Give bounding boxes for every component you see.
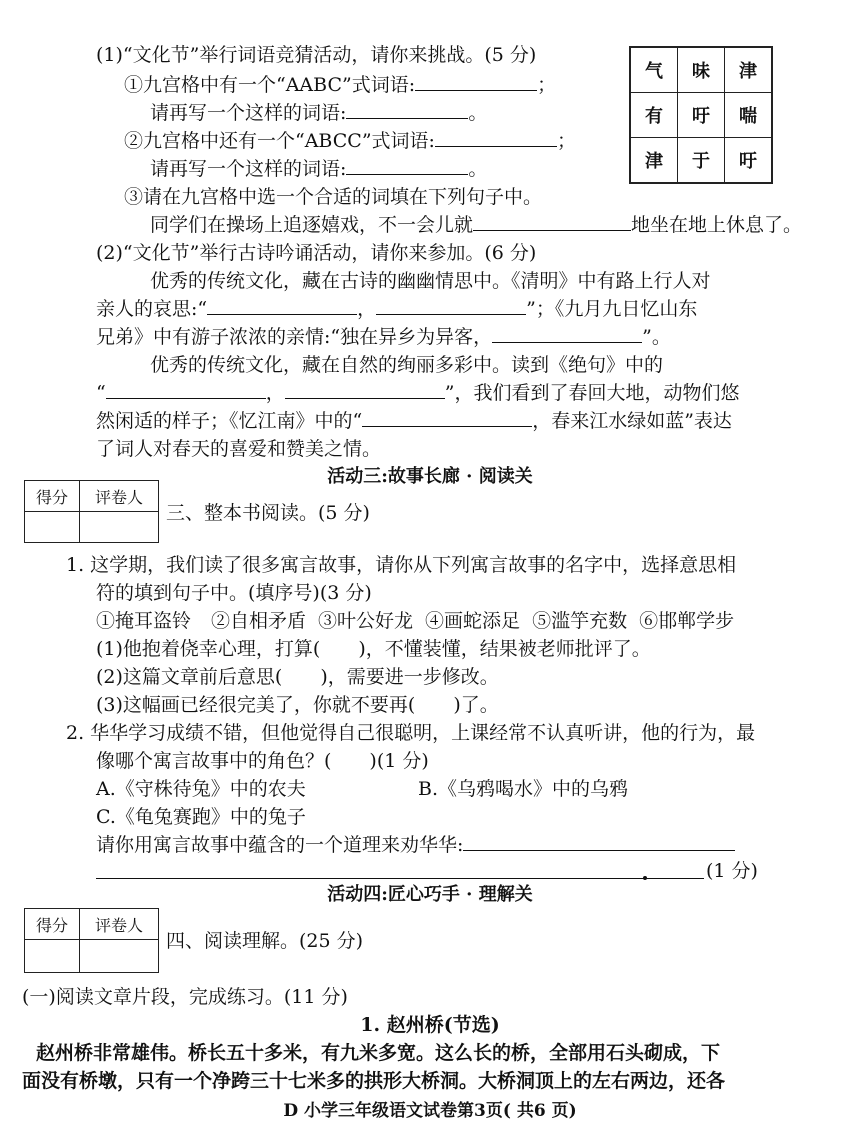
q1-a2-blank[interactable] [346,100,468,119]
q2-l3a: 兄弟》中有游子浓浓的亲情:“独在异乡为异客， [96,326,493,348]
nine-square-grid [629,46,773,184]
q2-line1: 优秀的传统文化，藏在古诗的幽幽情思中。《清明》中有路上行人对 [150,270,711,292]
grid-cell: 喘 [725,93,773,138]
q1-b2-blank[interactable] [346,156,468,175]
q2-title: (2)“文化节”举行古诗吟诵活动，请你来参加。(6 分) [96,242,537,264]
q1-c-line: ③请在九宫格中选一个合适的词填在下列句子中。 [124,186,543,208]
q2-line7: 了词人对春天的喜爱和赞美之情。 [96,438,382,460]
q2-blank-2[interactable] [376,296,526,315]
activity3-heading: 活动三:故事长廊 · 阅读关 [327,466,533,487]
q2-l3b: ”。 [642,326,671,348]
option: ②自相矛盾 [211,610,307,632]
option: ⑥邯郸学步 [639,610,735,632]
score-cell[interactable] [25,512,80,543]
q1-a-line [124,72,556,98]
q2-l2c: ”；《九月九日忆山东 [526,298,698,320]
q2-l5b: ， [265,382,285,404]
choice-a: A.《守株待兔》中的农夫 [96,778,306,800]
article-title: 1. 赵州桥(节选) [360,1014,500,1036]
grid-cell: 有 [630,93,678,138]
advice-line [96,832,735,858]
q2-blank-1[interactable] [207,296,357,315]
s3-q1-line2: 符的填到句子中。(填序号)(3 分) [96,582,372,604]
q1-a2-line [150,100,487,126]
advice-score: (1 分) [706,860,758,882]
score-label: 得分 [25,481,80,512]
q1-b-line [124,128,576,154]
grader-label: 评卷人 [80,909,159,940]
q1-title: (1)“文化节”举行词语竞猜活动，请你来挑战。(5 分) [96,44,537,66]
grid-cell: 津 [630,138,678,184]
grid-cell: 味 [678,47,725,93]
q1-c-sentence [150,212,802,238]
score-box [24,908,159,973]
q1-b-text: ②九宫格中还有一个“ABCC”式词语: [124,130,435,152]
s3-sentence-1: (1)他抱着侥幸心理，打算( )，不懂装懂，结果被老师批评了。 [96,638,651,660]
score-label: 得分 [25,909,80,940]
ink-dot [643,876,647,880]
advice-blank-2[interactable] [96,878,704,879]
s3-q2-line2: 像哪个寓言故事中的角色？( )(1 分) [96,750,429,772]
article-para-1: 赵州桥非常雄伟。桥长五十多米，有九米多宽。这么长的桥，全部用石头砌成，下 [36,1042,721,1064]
q1-b2-line [150,156,487,182]
section3-title: 三、整本书阅读。(5 分) [166,502,370,524]
grader-label: 评卷人 [80,481,159,512]
sub-part-1: (一)阅读文章片段，完成练习。(11 分) [22,986,348,1008]
s3-sentence-3: (3)这幅画已经很完美了，你就不要再( )了。 [96,694,499,716]
q2-line2 [96,296,697,322]
q1-c-sentence-a: 同学们在操场上追逐嬉戏，不一会儿就 [150,214,474,236]
q2-l5c: ”，我们看到了春回大地，动物们悠 [444,382,740,404]
option: ①掩耳盗铃 [96,610,192,632]
q2-blank-5[interactable] [285,380,445,399]
score-box [24,480,159,543]
advice-prompt: 请你用寓言故事中蕴含的一个道理来劝华华: [96,834,464,856]
period: 。 [468,102,488,124]
s3-sentence-2: (2)这篇文章前后意思( )，需要进一步修改。 [96,666,499,688]
q2-line4: 优秀的传统文化，藏在自然的绚丽多彩中。读到《绝句》中的 [150,354,664,376]
article-para-2: 面没有桥墩，只有一个净跨三十七米多的拱形大桥洞。大桥洞顶上的左右两边，还各 [22,1070,726,1092]
q1-c-blank[interactable] [473,212,631,231]
s3-q1-line1: 1. 这学期，我们读了很多寓言故事，请你从下列寓言故事的名字中，选择意思相 [66,554,737,576]
q2-l2b: ， [357,298,377,320]
grid-cell: 津 [725,47,773,93]
grid-cell: 吁 [725,138,773,184]
option: ⑤滥竽充数 [532,610,628,632]
choice-b: B.《乌鸦喝水》中的乌鸦 [418,778,629,800]
q2-l5a: “ [96,382,106,404]
section4-title: 四、阅读理解。(25 分) [166,930,364,952]
s3-q2-line1: 2. 华华学习成绩不错，但他觉得自己很聪明，上课经常不认真听讲，他的行为，最 [66,722,756,744]
grid-cell: 吁 [678,93,725,138]
q1-a-blank[interactable] [415,72,537,91]
grid-cell: 气 [630,47,678,93]
activity4-heading: 活动四:匠心巧手 · 理解关 [327,884,533,905]
period: 。 [468,158,488,180]
q1-b-blank[interactable] [435,128,557,147]
option: ③叶公好龙 [318,610,414,632]
q2-l2a: 亲人的哀思:“ [96,298,208,320]
q2-blank-3[interactable] [492,324,642,343]
grader-cell[interactable] [80,940,159,973]
q1-a-tail: ； [537,74,557,96]
q2-line6 [96,408,732,434]
score-cell[interactable] [25,940,80,973]
q2-l6b: ，春来江水绿如蓝”表达 [532,410,732,432]
choice-c: C.《龟兔赛跑》中的兔子 [96,806,306,828]
q2-line5 [96,380,739,406]
q2-blank-4[interactable] [106,380,266,399]
q1-a-text: ①九宫格中有一个“AABC”式词语: [124,74,416,96]
q1-b-tail: ； [556,130,576,152]
option: ④画蛇添足 [425,610,521,632]
advice-blank[interactable] [463,832,735,851]
q2-line3 [96,324,671,350]
page-footer: D 小学三年级语文试卷第3页( 共6 页) [283,1101,577,1121]
q2-blank-6[interactable] [362,408,532,427]
grader-cell[interactable] [80,512,159,543]
q1-b2-text: 请再写一个这样的词语: [150,158,347,180]
q2-l6a: 然闲适的样子；《忆江南》中的“ [96,410,363,432]
q1-a2-text: 请再写一个这样的词语: [150,102,347,124]
fable-options [96,608,734,634]
grid-cell: 于 [678,138,725,184]
q1-c-sentence-b: 地坐在地上休息了。 [631,214,803,236]
